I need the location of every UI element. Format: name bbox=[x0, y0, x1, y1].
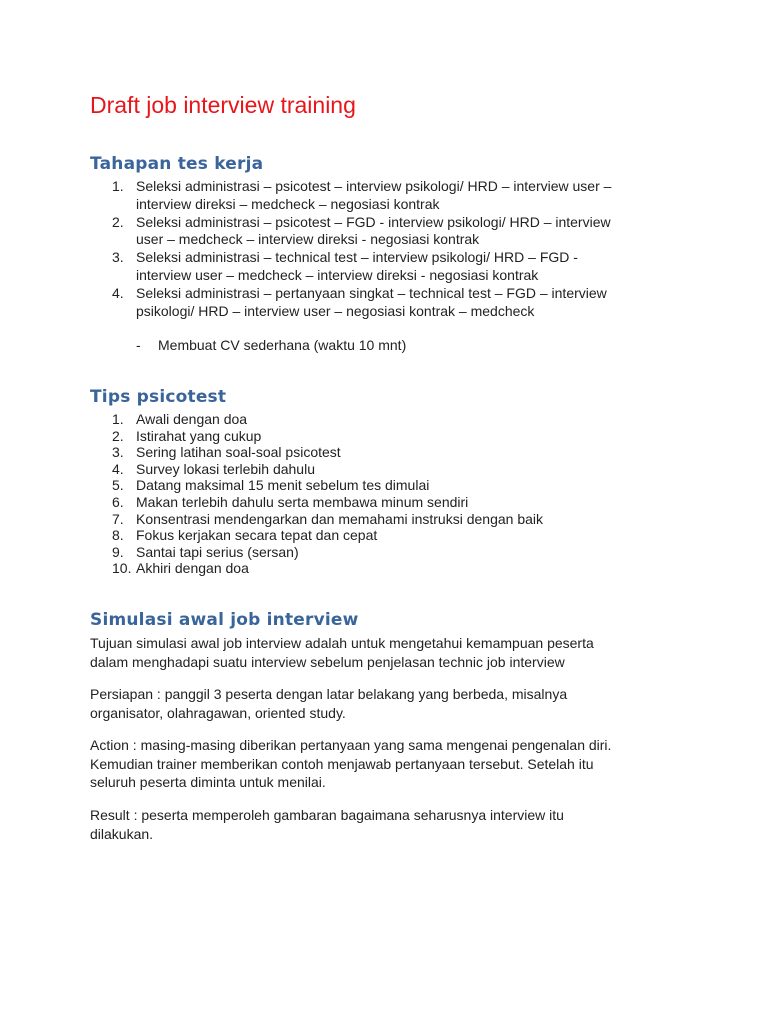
paragraph-line: Action : masing-masing diberikan pertanyaan yang sama mengenai pengenalan diri. bbox=[90, 737, 612, 753]
item-text: Santai tapi serius (sersan) bbox=[136, 543, 299, 560]
item-text: Survey lokasi terlebih dahulu bbox=[136, 460, 315, 477]
item-number: 1. bbox=[112, 411, 124, 427]
section-heading-simulasi: Simulasi awal job interview bbox=[90, 610, 359, 630]
item-number: 3. bbox=[112, 249, 124, 266]
item-number: 3. bbox=[112, 444, 124, 461]
item-text: Akhiri dengan doa bbox=[136, 560, 249, 577]
paragraph-line: seluruh peserta diminta untuk menilai. bbox=[90, 774, 326, 790]
paragraph-line: Result : peserta memperoleh gambaran bagaimana seharusnya interview itu bbox=[90, 807, 564, 823]
tahapan-list bbox=[112, 178, 611, 320]
list-item bbox=[112, 285, 611, 321]
item-text: Fokus kerjakan secara tepat dan cepat bbox=[136, 527, 378, 544]
item-number: 2. bbox=[112, 427, 124, 444]
item-number: 4. bbox=[112, 460, 124, 477]
item-text: Awali dengan doa bbox=[136, 411, 248, 427]
paragraph-line: Kemudian trainer memberikan contoh menjawab pertanyaan tersebut. Setelah itu bbox=[90, 755, 594, 772]
list-item bbox=[112, 178, 611, 214]
item-number: 9. bbox=[112, 543, 124, 560]
paragraph-action bbox=[90, 736, 611, 792]
bullet-text: Membuat CV sederhana (waktu 10 mnt) bbox=[158, 337, 407, 353]
list-item bbox=[112, 249, 611, 285]
bullet-item bbox=[136, 337, 406, 353]
paragraph-tujuan bbox=[90, 634, 594, 671]
item-line: psikologi/ HRD – interview user – negosiasi kontrak – medcheck bbox=[136, 302, 535, 319]
section-heading-tips: Tips psicotest bbox=[90, 387, 227, 407]
list-item bbox=[112, 444, 543, 461]
paragraph-line: dalam menghadapi suatu interview sebelum penjelasan technic job interview bbox=[90, 653, 565, 670]
paragraph-result bbox=[90, 806, 564, 843]
item-text: Istirahat yang cukup bbox=[136, 427, 262, 444]
item-line: interview direksi – medcheck – negosiasi kontrak bbox=[136, 195, 440, 212]
tips-list bbox=[112, 411, 543, 577]
item-text: Sering latihan soal-soal psicotest bbox=[136, 444, 341, 461]
item-line: user – medcheck – interview direksi - negosiasi kontrak bbox=[136, 231, 480, 248]
item-number: 2. bbox=[112, 213, 124, 230]
list-item bbox=[112, 527, 543, 544]
item-line: interview user – medcheck – interview direksi - negosiasi kontrak bbox=[136, 266, 539, 283]
item-number: 7. bbox=[112, 510, 124, 527]
item-number: 4. bbox=[112, 284, 124, 301]
paragraph-line: Persiapan : panggil 3 peserta dengan latar belakang yang berbeda, misalnya bbox=[90, 686, 568, 702]
list-item bbox=[112, 461, 543, 478]
paragraph-line: dilakukan. bbox=[90, 825, 154, 842]
list-item bbox=[112, 411, 543, 428]
item-number: 8. bbox=[112, 527, 124, 544]
list-item bbox=[112, 428, 543, 445]
list-item bbox=[112, 477, 543, 494]
item-text: Makan terlebih dahulu serta membawa minum sendiri bbox=[136, 493, 469, 510]
paragraph-line: organisator, olahragawan, oriented study. bbox=[90, 704, 346, 721]
document-title: Draft job interview training bbox=[90, 92, 356, 118]
paragraph-line: Tujuan simulasi awal job interview adalah untuk mengetahui kemampuan peserta bbox=[90, 635, 594, 651]
section-heading-tahapan: Tahapan tes kerja bbox=[90, 154, 264, 174]
item-number: 5. bbox=[112, 477, 124, 494]
list-item bbox=[112, 511, 543, 528]
list-item bbox=[112, 560, 543, 577]
paragraph-persiapan bbox=[90, 685, 567, 722]
list-item bbox=[112, 214, 611, 250]
dash-bullet: - bbox=[136, 337, 141, 353]
item-text: Konsentrasi mendengarkan dan memahami instruksi dengan baik bbox=[136, 510, 544, 527]
item-line: Seleksi administrasi – psicotest – FGD - interview psikologi/ HRD – interview bbox=[136, 213, 611, 230]
item-text: Datang maksimal 15 menit sebelum tes dimulai bbox=[136, 477, 430, 494]
item-line: Seleksi administrasi – technical test – interview psikologi/ HRD – FGD - bbox=[136, 249, 578, 266]
item-number: 6. bbox=[112, 493, 124, 510]
item-line: Seleksi administrasi – pertanyaan singkat – technical test – FGD – interview bbox=[136, 284, 607, 301]
list-item bbox=[112, 494, 543, 511]
item-number: 1. bbox=[112, 178, 124, 194]
item-number: 10. bbox=[112, 560, 132, 577]
list-item bbox=[112, 544, 543, 561]
item-line: Seleksi administrasi – psicotest – interview psikologi/ HRD – interview user – bbox=[136, 178, 612, 194]
